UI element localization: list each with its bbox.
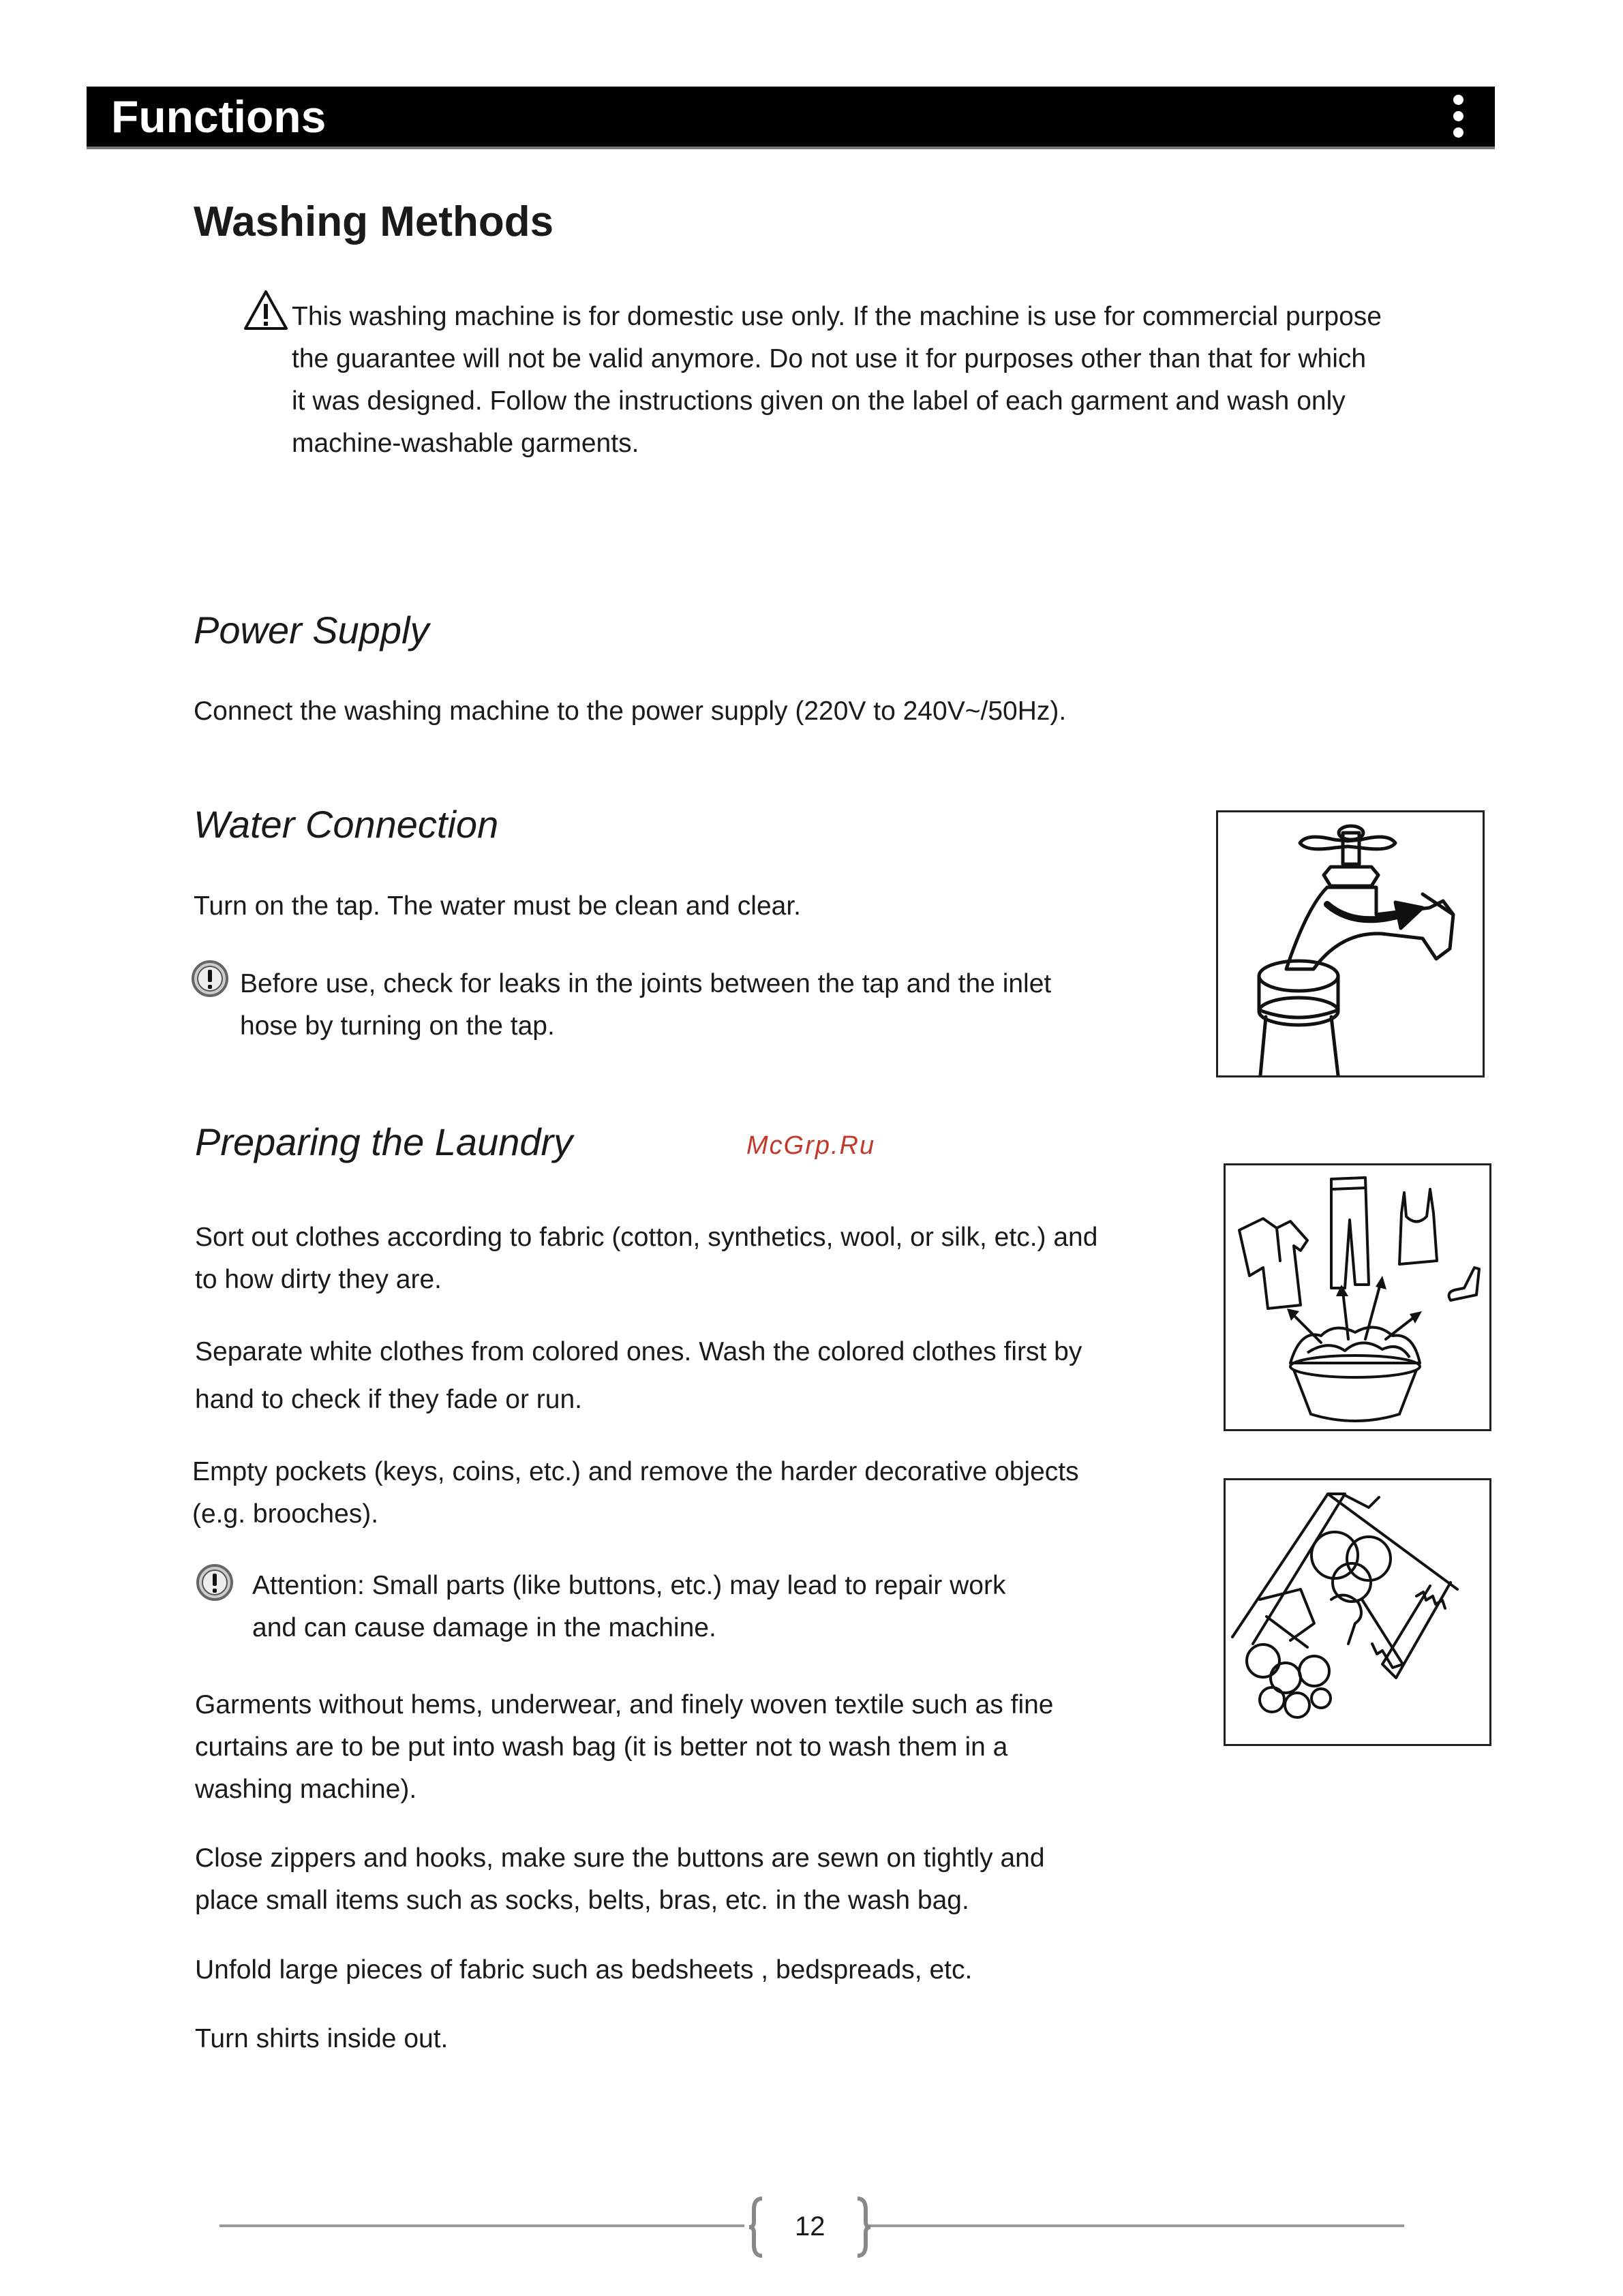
pockets-line: Empty pockets (keys, coins, etc.) and remove the harder decorative objects xyxy=(192,1457,1079,1486)
header-dots-icon xyxy=(1451,87,1465,147)
pocket-items-drawing xyxy=(1226,1480,1489,1744)
warning-line: it was designed. Follow the instructions given on the label of each garment and wash only xyxy=(292,386,1346,416)
footer-rule-left xyxy=(219,2224,744,2227)
attention-line: and can cause damage in the machine. xyxy=(252,1613,716,1642)
note-line: Before use, check for leaks in the joints between the tap and the inlet xyxy=(240,969,1052,998)
garments-line: washing machine). xyxy=(195,1775,417,1804)
tap-drawing xyxy=(1218,812,1483,1075)
page-number: 12 xyxy=(795,2211,825,2241)
laundry-sorting-illustration xyxy=(1224,1163,1491,1431)
section-title: Functions xyxy=(111,91,327,142)
warning-line: the guarantee will not be valid anymore. Do not use it for purposes other than that for which xyxy=(292,344,1367,373)
sort-line: Sort out clothes according to fabric (cotton, synthetics, wool, or silk, etc.) and xyxy=(195,1223,1098,1252)
sort-paragraph xyxy=(195,1216,1204,1301)
footer-rule-right xyxy=(869,2224,1404,2227)
separate-paragraph xyxy=(195,1328,1204,1424)
garments-line: Garments without hems, underwear, and finely woven textile such as fine xyxy=(195,1690,1054,1719)
preparing-laundry-heading: Preparing the Laundry xyxy=(195,1120,573,1163)
warning-line: This washing machine is for domestic use only. If the machine is use for commercial purpose xyxy=(292,302,1382,331)
pockets-line: (e.g. brooches). xyxy=(192,1499,379,1529)
separate-line: Separate white clothes from colored ones. Wash the colored clothes first by xyxy=(195,1337,1082,1366)
water-connection-heading: Water Connection xyxy=(194,803,499,846)
garments-paragraph xyxy=(195,1684,1204,1811)
power-supply-heading: Power Supply xyxy=(194,609,429,652)
washing-methods-heading: Washing Methods xyxy=(194,198,554,245)
laundry-sorting-drawing xyxy=(1226,1165,1489,1429)
note-line: hose by turning on the tap. xyxy=(240,1011,555,1041)
sort-line: to how dirty they are. xyxy=(195,1265,442,1294)
zippers-line: place small items such as socks, belts, bras, etc. in the wash bag. xyxy=(195,1886,969,1915)
separate-line: hand to check if they fade or run. xyxy=(195,1385,583,1414)
zippers-paragraph xyxy=(195,1837,1204,1922)
water-connection-text: Turn on the tap. The water must be clean and clear. xyxy=(194,891,802,921)
power-supply-text: Connect the washing machine to the power supply (220V to 240V~/50Hz). xyxy=(194,697,1067,726)
pockets-paragraph xyxy=(192,1451,1201,1535)
tap-illustration xyxy=(1216,810,1485,1077)
zippers-line: Close zippers and hooks, make sure the buttons are sewn on tightly and xyxy=(195,1843,1045,1873)
attention-paragraph xyxy=(252,1565,1193,1649)
shirts-paragraph: Turn shirts inside out. xyxy=(195,2024,449,2053)
attention-line: Attention: Small parts (like buttons, etc.) may lead to repair work xyxy=(252,1571,1006,1600)
watermark-text: McGrp.Ru xyxy=(746,1131,876,1160)
water-connection-note xyxy=(240,963,1194,1047)
unfold-paragraph: Unfold large pieces of fabric such as bedsheets , bedspreads, etc. xyxy=(195,1955,973,1985)
attention-circle-icon xyxy=(196,1563,234,1602)
warning-text xyxy=(292,296,1451,465)
page-number-left-bracket-icon xyxy=(747,2196,765,2259)
pocket-items-illustration xyxy=(1224,1478,1491,1746)
garments-line: curtains are to be put into wash bag (it is better not to wash them in a xyxy=(195,1732,1008,1762)
page-number-right-bracket-icon xyxy=(855,2196,873,2259)
warning-triangle-icon xyxy=(243,289,289,331)
section-header-bar xyxy=(87,87,1495,149)
attention-circle-icon xyxy=(191,960,229,998)
warning-line: machine-washable garments. xyxy=(292,429,639,458)
